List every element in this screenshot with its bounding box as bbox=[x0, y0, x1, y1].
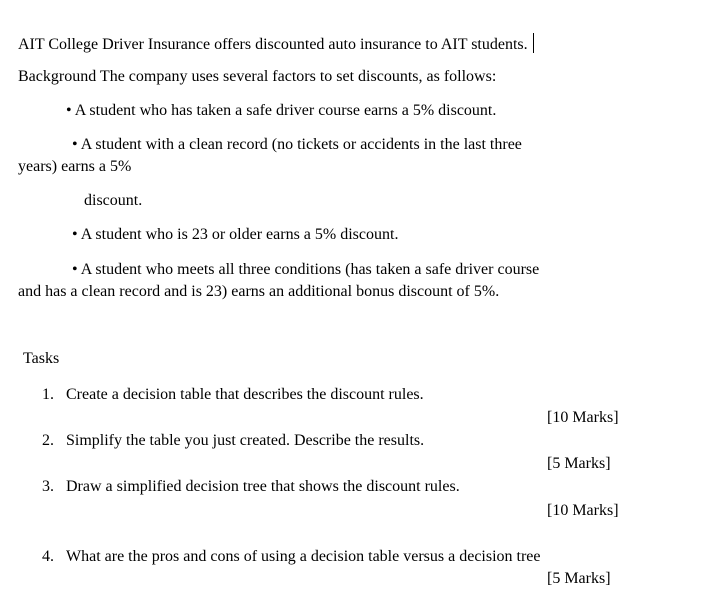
tasks-heading: Tasks bbox=[23, 350, 60, 367]
task-text: Draw a simplified decision tree that shows the discount rules. bbox=[66, 478, 460, 495]
task-marks: [10 Marks] bbox=[547, 409, 619, 426]
task-marks: [5 Marks] bbox=[547, 570, 611, 587]
task-item bbox=[42, 385, 424, 405]
task-item bbox=[42, 477, 460, 497]
task-number: 3. bbox=[42, 478, 54, 495]
task-item bbox=[42, 547, 541, 567]
task-text: What are the pros and cons of using a decision table versus a decision tree bbox=[66, 548, 541, 565]
rule-clean-record-line2: years) earns a 5% bbox=[18, 158, 132, 175]
task-marks: [10 Marks] bbox=[547, 502, 619, 519]
rule-clean-record-line1: • A student with a clean record (no tickets or accidents in the last three bbox=[72, 136, 522, 153]
task-marks: [5 Marks] bbox=[547, 455, 611, 472]
intro-text: AIT College Driver Insurance offers discounted auto insurance to AIT students. bbox=[18, 36, 528, 53]
task-item bbox=[42, 431, 424, 451]
rule-clean-record-line3: discount. bbox=[84, 192, 143, 209]
intro-paragraph[interactable] bbox=[18, 33, 534, 55]
task-number: 4. bbox=[42, 548, 54, 565]
rule-safe-driver: • A student who has taken a safe driver course earns a 5% discount. bbox=[66, 102, 497, 119]
rule-age: • A student who is 23 or older earns a 5% discount. bbox=[72, 226, 399, 243]
task-text: Simplify the table you just created. Describe the results. bbox=[66, 432, 425, 449]
background-paragraph: Background The company uses several factors to set discounts, as follows: bbox=[18, 68, 497, 85]
rule-all-three-line2: and has a clean record and is 23) earns an additional bonus discount of 5%. bbox=[18, 283, 500, 300]
task-text: Create a decision table that describes the discount rules. bbox=[66, 386, 424, 403]
rule-all-three-line1: • A student who meets all three conditions (has taken a safe driver course bbox=[72, 261, 540, 278]
task-number: 2. bbox=[42, 432, 54, 449]
text-cursor bbox=[533, 33, 534, 53]
task-number: 1. bbox=[42, 386, 54, 403]
